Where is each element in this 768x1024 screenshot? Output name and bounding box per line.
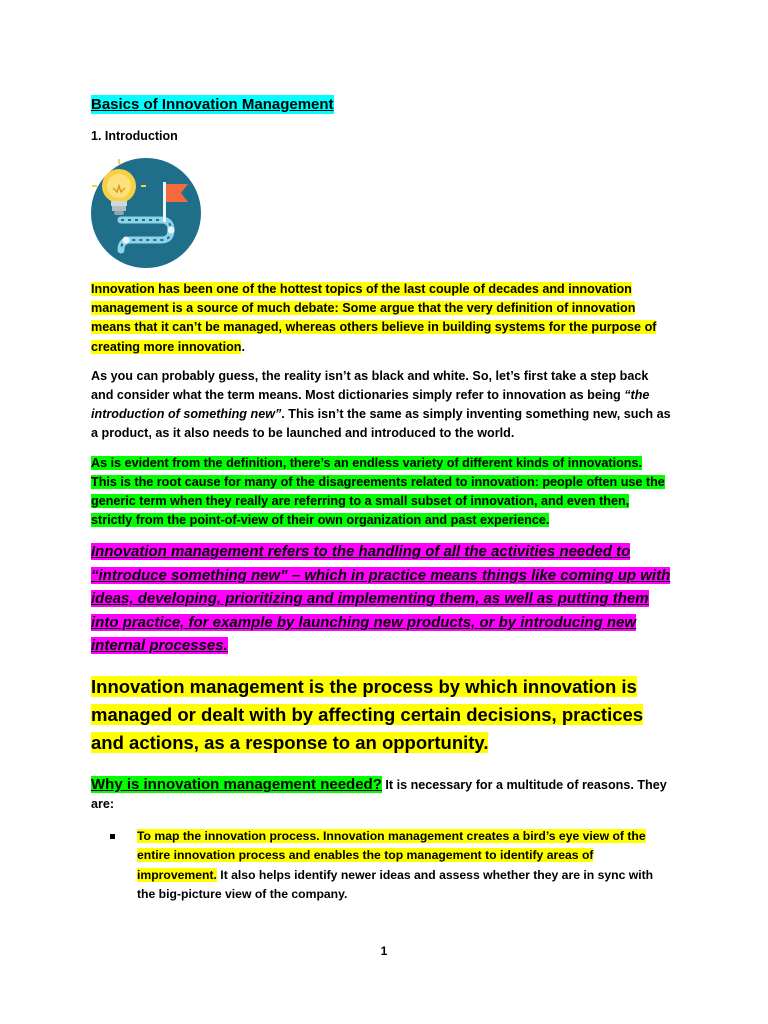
paragraph-1-highlighted: Innovation has been one of the hottest topics of the last couple of decades and innovation management is a source of much debate: Some argue that the very definition of innovation means that it can’t be managed, whereas others believe in building systems for the purpose of creating more innovation: [91, 282, 657, 354]
innovation-illustration: [91, 158, 201, 268]
document-title-text: Basics of Innovation Management: [91, 96, 334, 113]
paragraph-1-tail: .: [241, 339, 245, 354]
paragraph-4: [91, 540, 671, 658]
page-number: 1: [380, 944, 388, 958]
paragraph-1: [91, 280, 671, 357]
paragraph-4-text: Innovation management refers to the handling of all the activities needed to “introduce something new” – which in practice means things like coming up with ideas, developing, prioritizing and implementing them, as well as putting them into practice, for example by launching new products, or by introducing new internal processes.: [91, 543, 671, 655]
list-item: [137, 827, 671, 905]
paragraph-2-after: . This isn’t the same as simply inventing something new, such as a product, as it also needs to be launched and introduced to the world.: [91, 407, 671, 441]
list-item-rest: It also helps identify newer ideas and assess whether they are in sync with the big-picture view of the company.: [137, 867, 654, 902]
bullet-square-icon: [110, 834, 115, 839]
paragraph-5: [91, 673, 671, 757]
reasons-list: [91, 827, 671, 905]
paragraph-5-text: Innovation management is the process by which innovation is managed or dealt with by affecting certain decisions, practices and actions, as a response to an opportunity.: [91, 675, 644, 753]
list-item-highlighted: To map the innovation process. Innovation management creates a bird’s eye view of the entire innovation process and enables the top management to identify areas of improvement.: [137, 829, 646, 882]
paragraph-3: [91, 454, 671, 531]
document-title: [91, 94, 671, 116]
document-content: [91, 94, 671, 905]
innovation-lightbulb-flag-icon: [91, 158, 201, 268]
paragraph-6-question: Why is innovation management needed?: [91, 776, 382, 794]
paragraph-2: [91, 367, 671, 444]
paragraph-6-rest: It is necessary for a multitude of reasons. They are:: [91, 778, 667, 812]
paragraph-2-quote: “the introduction of something new”: [91, 388, 650, 422]
section-heading: 1. Introduction: [91, 129, 178, 143]
paragraph-2-before: As you can probably guess, the reality isn’t as black and white. So, let’s first take a step back and consider what the term means. Most dictionaries simply refer to innovation as being: [91, 368, 649, 403]
paragraph-6: [91, 775, 671, 814]
paragraph-3-text: As is evident from the definition, there’s an endless variety of different kinds of innovations. This is the root cause for many of the disagreements related to innovation: people often use the generic term when they really are referring to a small subset of innovation, and even then, strictly from the point-of-view of their own organization and past experience.: [91, 455, 665, 528]
